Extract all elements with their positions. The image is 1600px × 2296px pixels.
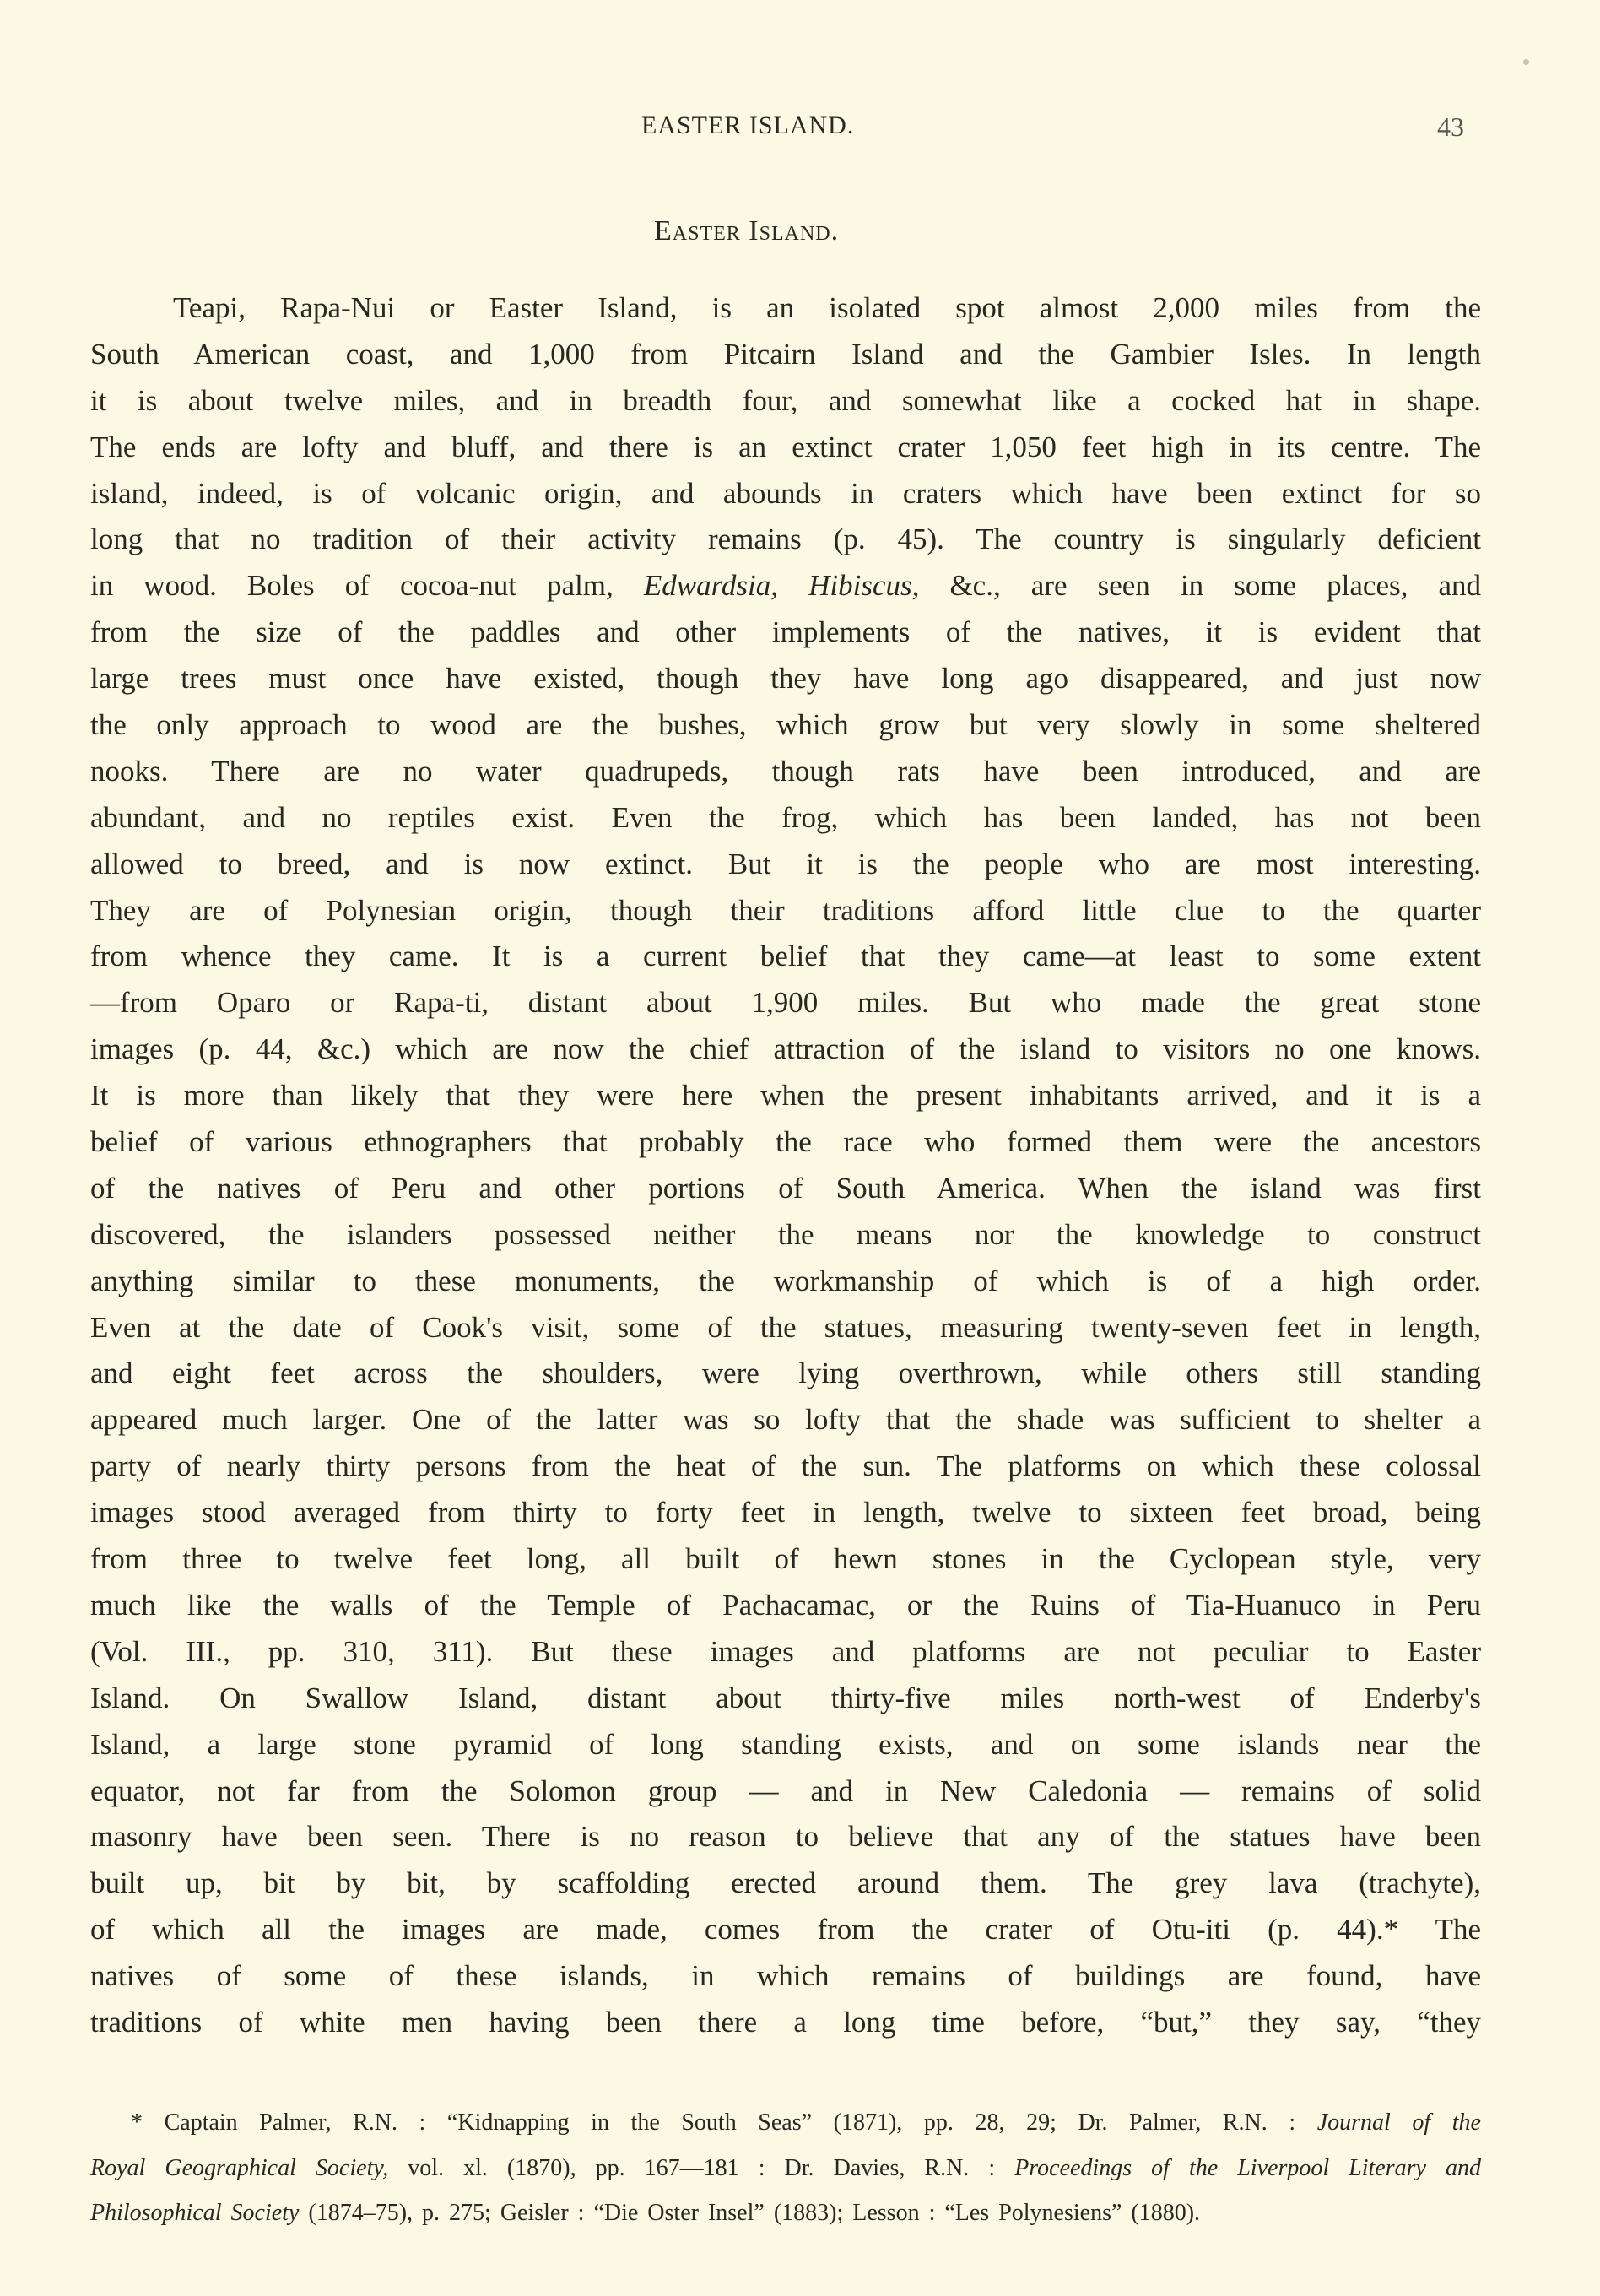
italic-text: Edwardsia, Hibiscus, — [643, 569, 920, 603]
text-segment: vol. xl. (1870), pp. 167—181 : Dr. Davies, R.N. : — [388, 2154, 1015, 2181]
body-line — [90, 425, 1481, 471]
footnote-line — [90, 2190, 1481, 2236]
body-line — [90, 749, 1481, 795]
text-segment: abundant, and no reptiles exist. Even the frog, which has been landed, has not been — [90, 800, 1481, 834]
page-speck — [1523, 59, 1529, 65]
body-line — [90, 1768, 1481, 1815]
footnote — [90, 2100, 1481, 2236]
body-line — [90, 1676, 1481, 1722]
body-line — [90, 1907, 1481, 1953]
text-segment: Even at the date of Cook's visit, some of the statues, measuring twenty-seven feet in length, — [90, 1310, 1481, 1344]
body-line — [90, 332, 1481, 378]
body-line — [90, 1351, 1481, 1397]
italic-text: Proceedings of the Liverpool Literary and — [1014, 2154, 1481, 2181]
italic-text: Journal of the — [1316, 2109, 1481, 2136]
text-segment: built up, bit by bit, by scaffolding erected around them. The grey lava (trachyte), — [90, 1866, 1481, 1900]
text-segment: discovered, the islanders possessed neither the means nor the knowledge to construct — [90, 1217, 1481, 1251]
body-text — [90, 285, 1481, 2046]
text-segment: long that no tradition of their activity remains (p. 45). The country is singularly deficient — [90, 523, 1481, 556]
body-line — [90, 2000, 1481, 2046]
body-line — [90, 656, 1481, 702]
body-line — [90, 1814, 1481, 1860]
body-line — [90, 378, 1481, 425]
text-segment: and eight feet across the shoulders, were lying overthrown, while others still standing — [90, 1356, 1481, 1390]
body-line — [90, 702, 1481, 749]
text-segment: —from Oparo or Rapa-ti, distant about 1,900 miles. But who made the great stone — [90, 986, 1481, 1020]
text-segment: &c., are seen in some places, and — [919, 569, 1481, 603]
text-segment: appeared much larger. One of the latter was so lofty that the shade was sufficient to shelter a — [90, 1403, 1481, 1437]
text-segment: it is about twelve miles, and in breadth four, and somewhat like a cocked hat in shape. — [90, 383, 1481, 417]
footnote-line — [90, 2146, 1481, 2191]
body-line — [90, 1026, 1481, 1073]
body-line — [90, 285, 1481, 332]
text-segment: equator, not far from the Solomon group — and in New Caledonia — remains of solid — [90, 1773, 1481, 1807]
text-segment: It is more than likely that they were here when the present inhabitants arrived, and it is a — [90, 1079, 1481, 1113]
body-line — [90, 471, 1481, 517]
text-segment: of which all the images are made, comes from the crater of Otu-iti (p. 44).* The — [90, 1913, 1481, 1947]
page-number: 43 — [1437, 111, 1464, 142]
body-line — [90, 563, 1481, 609]
body-line — [90, 934, 1481, 980]
running-header: EASTER ISLAND. — [641, 111, 855, 139]
text-segment: allowed to breed, and is now extinct. But it is the people who are most interesting. — [90, 847, 1481, 880]
italic-text: Philosophical Society — [90, 2200, 300, 2226]
body-line — [90, 1490, 1481, 1536]
text-segment: images (p. 44, &c.) which are now the chief attraction of the island to visitors no one knows. — [90, 1032, 1481, 1066]
body-line — [90, 842, 1481, 888]
body-line — [90, 1305, 1481, 1351]
text-segment: the only approach to wood are the bushes, which grow but very slowly in some sheltered — [90, 708, 1481, 742]
text-segment: Island, a large stone pyramid of long standing exists, and on some islands near the — [90, 1727, 1481, 1761]
body-line — [90, 1722, 1481, 1768]
text-segment: They are of Polynesian origin, though their traditions afford little clue to the quarter — [90, 893, 1481, 927]
body-line — [90, 1583, 1481, 1629]
text-segment: The ends are lofty and bluff, and there is an extinct crater 1,050 feet high in its centre. The — [90, 430, 1481, 463]
body-line — [90, 1259, 1481, 1305]
text-segment: of the natives of Peru and other portions of South America. When the island was first — [90, 1171, 1481, 1205]
text-segment: Island. On Swallow Island, distant about thirty-five miles north-west of Enderby's — [90, 1681, 1481, 1714]
body-line — [90, 1166, 1481, 1212]
text-segment: from three to twelve feet long, all built of hewn stones in the Cyclopean style, very — [90, 1542, 1481, 1576]
text-segment: large trees must once have existed, though they have long ago disappeared, and just now — [90, 662, 1481, 696]
text-segment: images stood averaged from thirty to forty feet in length, twelve to sixteen feet broad, being — [90, 1496, 1481, 1530]
text-segment: party of nearly thirty persons from the heat of the sun. The platforms on which these colossal — [90, 1449, 1481, 1483]
body-line — [90, 1860, 1481, 1907]
text-segment: belief of various ethnographers that probably the race who formed them were the ancestors — [90, 1125, 1481, 1159]
body-line — [90, 609, 1481, 656]
text-segment: Teapi, Rapa-Nui or Easter Island, is an isolated spot almost 2,000 miles from the — [173, 291, 1481, 324]
text-segment: South American coast, and 1,000 from Pitcairn Island and the Gambier Isles. In length — [90, 337, 1481, 371]
text-segment: from the size of the paddles and other implements of the natives, it is evident that — [90, 615, 1481, 649]
text-segment: much like the walls of the Temple of Pachacamac, or the Ruins of Tia-Huanuco in Peru — [90, 1588, 1481, 1622]
text-segment: (1874–75), p. 275; Geisler : “Die Oster Insel” (1883); Lesson : “Les Polynesiens” (1880). — [299, 2200, 1201, 2226]
body-line — [90, 1953, 1481, 2000]
footnote-line — [90, 2100, 1481, 2146]
text-segment: island, indeed, is of volcanic origin, and abounds in craters which have been extinct for so — [90, 476, 1481, 510]
text-segment: (Vol. III., pp. 310, 311). But these images and platforms are not peculiar to Easter — [90, 1634, 1481, 1668]
text-segment: masonry have been seen. There is no reason to believe that any of the statues have been — [90, 1820, 1481, 1854]
text-segment: natives of some of these islands, in which remains of buildings are found, have — [90, 1959, 1481, 1993]
body-line — [90, 1119, 1481, 1166]
text-segment: nooks. There are no water quadrupeds, though rats have been introduced, and are — [90, 754, 1481, 788]
text-segment: traditions of white men having been there a long time before, “but,” they say, “they — [90, 2005, 1481, 2039]
body-line — [90, 1629, 1481, 1676]
text-segment: from whence they came. It is a current belief that they came—at least to some extent — [90, 940, 1481, 973]
body-line — [90, 517, 1481, 563]
body-line — [90, 1536, 1481, 1583]
body-line — [90, 980, 1481, 1026]
section-title: Easter Island. — [654, 215, 840, 246]
text-segment: * Captain Palmer, R.N. : “Kidnapping in the South Seas” (1871), pp. 28, 29; Dr. Palmer, R.N. : — [131, 2109, 1317, 2136]
body-line — [90, 795, 1481, 842]
body-line — [90, 888, 1481, 934]
body-line — [90, 1397, 1481, 1443]
text-segment: in wood. Boles of cocoa-nut palm, — [90, 569, 644, 603]
body-line — [90, 1212, 1481, 1259]
italic-text: Royal Geographical Society, — [90, 2154, 389, 2181]
body-line — [90, 1443, 1481, 1490]
body-line — [90, 1073, 1481, 1119]
text-segment: anything similar to these monuments, the workmanship of which is of a high order. — [90, 1264, 1481, 1297]
